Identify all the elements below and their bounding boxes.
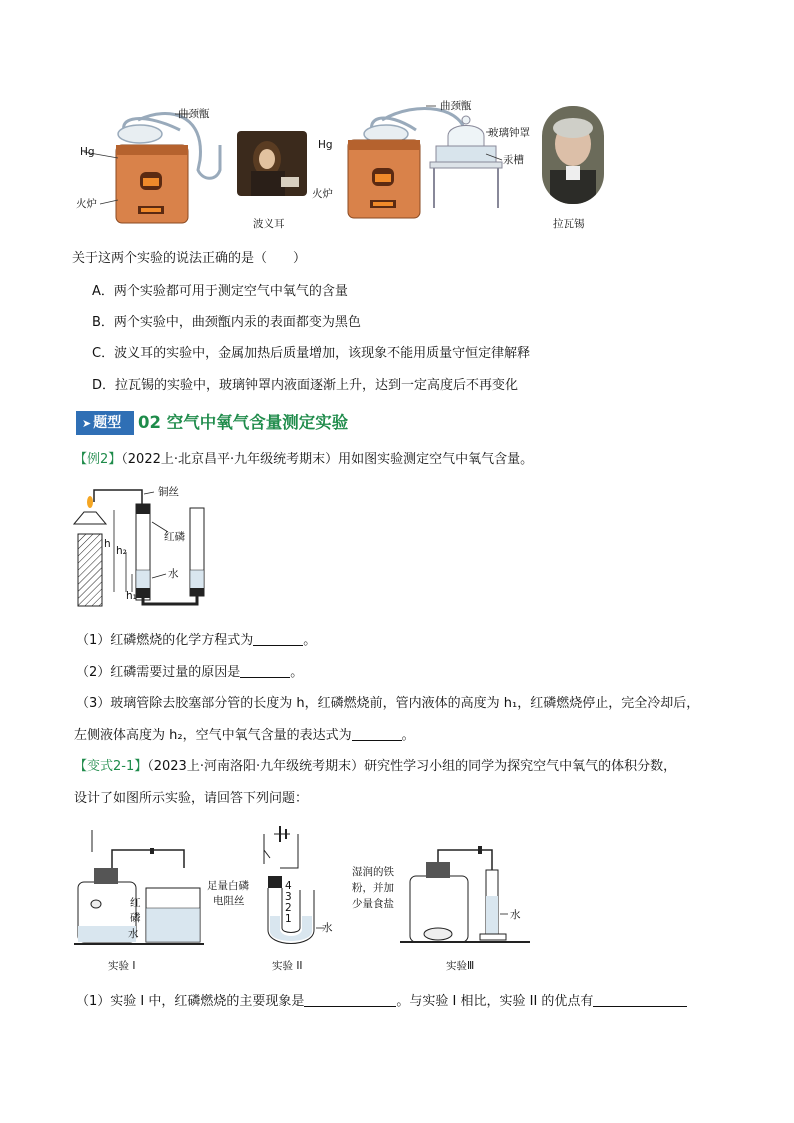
- variant21-q1: [76, 993, 687, 1011]
- boyle-portrait: [237, 131, 307, 196]
- lavoisier-hg-label: Hg: [318, 139, 333, 151]
- experiment-2-apparatus: [250, 820, 350, 940]
- example2-q2: [76, 664, 303, 682]
- example2-q1-end: 。: [303, 633, 317, 648]
- bell-jar-label: 玻璃钟罩: [488, 127, 530, 139]
- example2-tag: 【例2】: [74, 452, 122, 467]
- h-label: h: [104, 538, 111, 550]
- variant21-line2: 设计了如图所示实验，请回答下列问题：: [74, 791, 309, 806]
- exp3-caption: 实验Ⅲ: [446, 960, 475, 972]
- arrow-icon: ➤: [82, 417, 92, 430]
- lavoisier-retort-label: 曲颈甑: [440, 100, 472, 112]
- example2-text: （2022上·北京昌平·九年级统考期末）用如图实验测定空气中氧气含量。: [121, 452, 534, 467]
- water-label: 水: [168, 568, 179, 580]
- option-a: A．两个实验都可用于测定空气中氧气的含量: [92, 284, 348, 299]
- lavoisier-furnace-label: 火炉: [312, 188, 333, 200]
- exp1-red-label-1: 红: [130, 897, 141, 909]
- boyle-retort-label: 曲颈甑: [178, 108, 210, 120]
- example2-q1-text: （1）红磷燃烧的化学方程式为: [76, 633, 254, 648]
- example2-q1: [76, 632, 316, 650]
- resistor-wire-label: 电阻丝: [213, 895, 245, 907]
- iron-powder-label-2: 粉，并加: [352, 882, 394, 894]
- scale-2: 2: [285, 902, 292, 914]
- variant21-q1-text-2: 。与实验 I 相比，实验 II 的优点有: [396, 994, 594, 1009]
- experiment-3-apparatus: [400, 836, 530, 946]
- answer-blank-3[interactable]: [352, 727, 402, 741]
- white-phosphorus-label: 足量白磷: [207, 880, 249, 892]
- scale-4: 4: [285, 880, 292, 892]
- exp1-water-label: 水: [128, 928, 139, 940]
- example2-q2-end: 。: [290, 665, 304, 680]
- boyle-furnace-label: 火炉: [76, 198, 97, 210]
- iron-powder-label-3: 少量食盐: [352, 898, 394, 910]
- section-tag: [76, 411, 134, 435]
- option-d: D．拉瓦锡的实验中，玻璃钟罩内液面逐渐上升，达到一定高度后不再变化: [92, 378, 519, 393]
- question-stem: 关于这两个实验的说法正确的是（ ）: [72, 251, 307, 266]
- variant21-line1: [74, 758, 676, 776]
- example2-line: [74, 451, 533, 469]
- section-tag-label: 题型: [93, 415, 122, 431]
- section-title: 02 空气中氧气含量测定实验: [138, 413, 349, 432]
- red-phosphorus-label: 红磷: [164, 531, 185, 543]
- exp1-caption: 实验 I: [108, 960, 136, 972]
- answer-blank-1[interactable]: [253, 632, 303, 646]
- option-b: B．两个实验中，曲颈甑内汞的表面都变为黑色: [92, 315, 361, 330]
- lavoisier-portrait: [542, 106, 604, 204]
- scale-1: 1: [285, 913, 292, 925]
- option-c: C．波义耳的实验中，金属加热后质量增加，该现象不能用质量守恒定律解释: [92, 346, 531, 361]
- copper-wire-label: 铜丝: [158, 486, 179, 498]
- answer-blank-4[interactable]: [304, 993, 396, 1007]
- variant21-tag: 【变式2-1】: [74, 759, 148, 774]
- exp3-water-label: 水: [510, 909, 521, 921]
- example2-q3-text: 左侧液体高度为 h₂，空气中氧气含量的表达式为: [74, 728, 352, 743]
- scale-3: 3: [285, 891, 292, 903]
- exp2-water-label: 水: [322, 922, 333, 934]
- experiment-1-apparatus: [74, 828, 204, 948]
- example2-q3-line1: （3）玻璃管除去胶塞部分管的长度为 h，红磷燃烧前，管内液体的高度为 h₁，红磷燃烧停止，完全冷却后，: [76, 696, 700, 711]
- example2-q3-line2: [74, 727, 415, 745]
- variant21-text: （2023上·河南洛阳·九年级统考期末）研究性学习小组的同学为探究空气中氧气的体积分数，: [147, 759, 677, 774]
- exp1-red-label-2: 磷: [130, 912, 141, 924]
- h2-label: h₂: [116, 545, 127, 557]
- lavoisier-name-label: 拉瓦锡: [553, 218, 585, 230]
- answer-blank-2[interactable]: [240, 664, 290, 678]
- example2-q2-text: （2）红磷需要过量的原因是: [76, 665, 241, 680]
- example2-apparatus: [74, 482, 224, 612]
- boyle-hg-label: Hg: [80, 146, 95, 158]
- iron-powder-label-1: 湿润的铁: [352, 866, 394, 878]
- answer-blank-5[interactable]: [593, 993, 687, 1007]
- example2-q3-end: 。: [401, 728, 415, 743]
- h1-label: h₁: [126, 590, 137, 602]
- exp2-caption: 实验 II: [272, 960, 303, 972]
- mercury-trough-label: 汞槽: [503, 154, 524, 166]
- variant21-q1-text: （1）实验 I 中，红磷燃烧的主要现象是: [76, 994, 305, 1009]
- boyle-name-label: 波义耳: [253, 218, 285, 230]
